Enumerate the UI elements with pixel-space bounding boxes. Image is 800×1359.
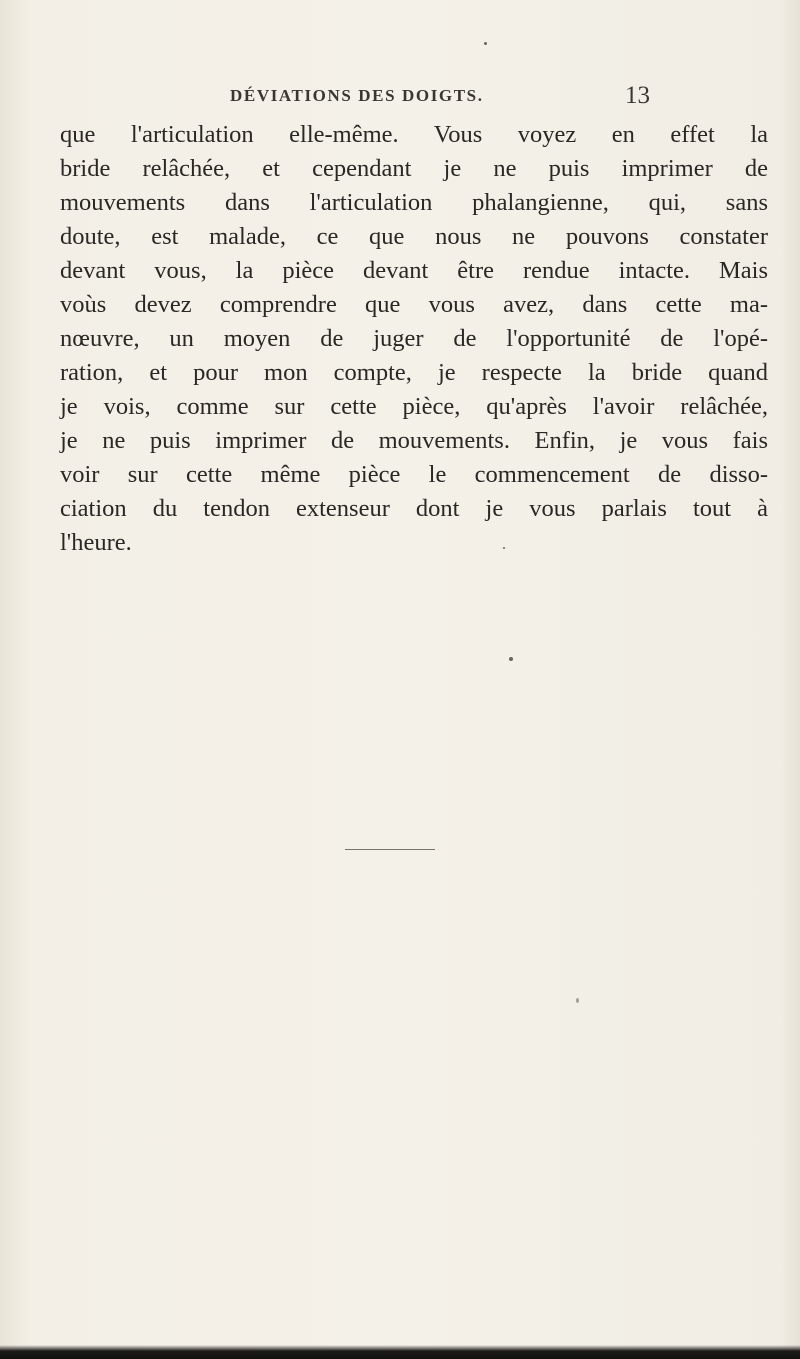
text-line: je ne puis imprimer de mouvements. Enfin, je vous fais — [60, 427, 768, 454]
text-line: voùs devez comprendre que vous avez, dans cette ma- — [60, 291, 768, 318]
text-line: l'heure. — [60, 529, 132, 556]
text-line: ration, et pour mon compte, je respecte la bride quand — [60, 359, 768, 386]
page-number: 13 — [625, 82, 650, 109]
text-line: voir sur cette même pièce le commencement de disso- — [60, 461, 768, 488]
text-line: je vois, comme sur cette pièce, qu'après l'avoir relâchée, — [60, 393, 768, 420]
paper-speck — [484, 42, 487, 45]
page-bottom-edge — [0, 1345, 800, 1359]
paper-speck — [509, 657, 513, 661]
text-line: devant vous, la pièce devant être rendue intacte. Mais — [60, 257, 768, 284]
text-line: que l'articulation elle-même. Vous voyez en effet la — [60, 121, 768, 148]
paper-speck — [576, 998, 579, 1003]
text-line: nœuvre, un moyen de juger de l'opportunité de l'opé- — [60, 325, 768, 352]
footnote-rule — [345, 849, 435, 850]
body-paragraph — [60, 118, 768, 560]
text-line: mouvements dans l'articulation phalangienne, qui, sans — [60, 189, 768, 216]
text-line: bride relâchée, et cependant je ne puis imprimer de — [60, 155, 768, 182]
paper-speck — [503, 547, 505, 549]
running-header — [230, 82, 650, 112]
running-header-title: DÉVIATIONS DES DOIGTS. — [230, 86, 484, 105]
text-line: ciation du tendon extenseur dont je vous parlais tout à — [60, 495, 768, 522]
text-line: doute, est malade, ce que nous ne pouvons constater — [60, 223, 768, 250]
